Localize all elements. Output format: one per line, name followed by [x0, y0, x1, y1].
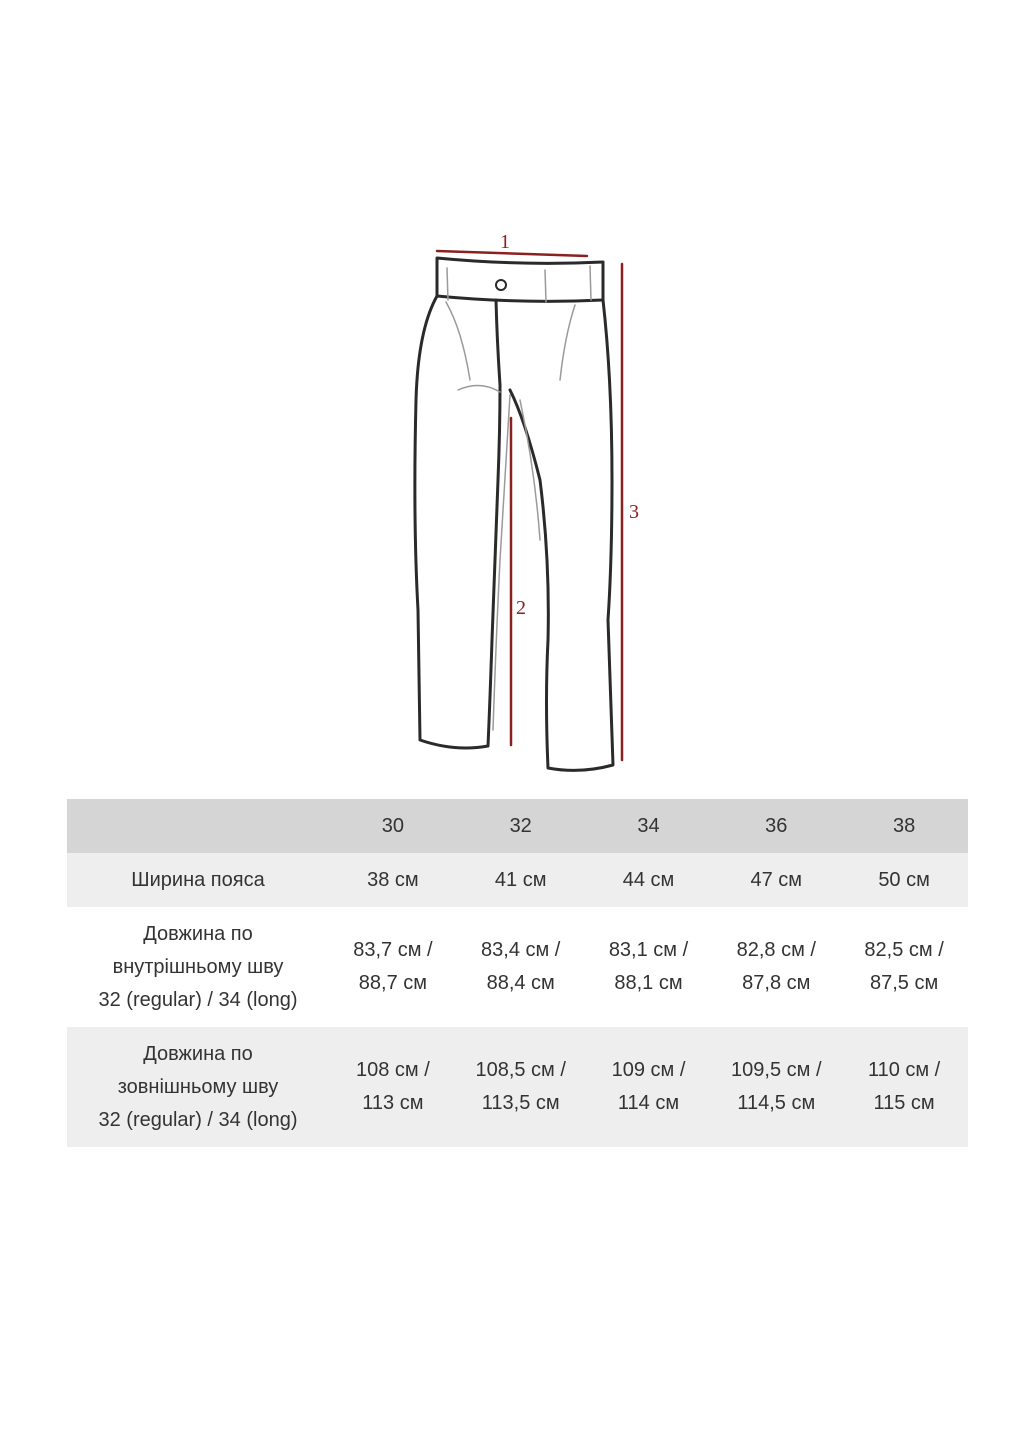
- table-cell: [712, 907, 840, 1027]
- cell-value: 114,5 см: [737, 1092, 816, 1114]
- cell-value: 82,8 см /: [736, 939, 816, 961]
- cell-value: 110 см /: [867, 1059, 941, 1081]
- table-cell: [457, 1027, 585, 1147]
- cell-value: 50 см: [878, 868, 930, 891]
- cell-value: 83,1 см /: [608, 939, 689, 961]
- size-header-32: 32: [509, 814, 532, 837]
- marker-label-3: 3: [629, 501, 639, 523]
- table-cell: [585, 853, 713, 907]
- waist-measure-line: [437, 251, 587, 256]
- cell-value: 44 см: [622, 868, 675, 891]
- cell-value: 114 см: [617, 1092, 680, 1114]
- cell-value: 47 см: [750, 868, 803, 891]
- size-header-34: 34: [637, 814, 660, 837]
- measurement-lines: [437, 251, 622, 760]
- cell-value: 41 см: [494, 868, 547, 891]
- button-icon: [496, 280, 506, 290]
- table-cell: [840, 853, 968, 907]
- table-cell: [840, 907, 968, 1027]
- table-cell: [712, 853, 840, 907]
- cell-value: 88,4 см: [486, 972, 555, 994]
- marker-label-1: 1: [500, 231, 510, 253]
- row-label: [67, 1027, 329, 1147]
- cell-value: 83,7 см /: [353, 939, 433, 961]
- row-label-line: 32 (regular) / 34 (long): [98, 1108, 298, 1131]
- size-header-36: 36: [765, 814, 788, 837]
- table-cell: [457, 853, 585, 907]
- marker-label-2: 2: [516, 597, 526, 619]
- row-label-line: Довжина по: [143, 922, 253, 945]
- cell-value: 109,5 см /: [731, 1059, 822, 1081]
- table-corner-cell: [67, 799, 329, 853]
- table-row-outseam: [67, 1027, 968, 1147]
- row-label-line: Довжина по: [143, 1042, 253, 1065]
- cell-value: 108,5 см /: [475, 1059, 566, 1081]
- cell-value: 88,7 см: [358, 972, 428, 994]
- size-chart-table: [67, 799, 968, 1147]
- cell-value: 88,1 см: [614, 972, 683, 994]
- row-label-line: Ширина пояса: [131, 868, 265, 891]
- table-cell: [329, 907, 457, 1027]
- size-header-30: 30: [381, 814, 405, 837]
- table-header-row: [67, 799, 968, 853]
- cell-value: 87,5 см: [869, 972, 939, 994]
- cell-value: 87,8 см: [742, 972, 811, 994]
- pants-detail-lines: [446, 266, 591, 730]
- table-row-inseam: [67, 907, 968, 1027]
- cell-value: 113 см: [362, 1092, 424, 1114]
- cell-value: 83,4 см /: [481, 939, 561, 961]
- table-row-waist: [67, 853, 968, 907]
- table-cell: [329, 853, 457, 907]
- cell-value: 113,5 см: [481, 1092, 560, 1114]
- size-header-38: 38: [892, 814, 916, 837]
- table-cell: [457, 907, 585, 1027]
- cell-value: 115 см: [873, 1092, 935, 1114]
- table-cell: [585, 1027, 713, 1147]
- table-cell: [585, 907, 713, 1027]
- row-label: [67, 907, 329, 1027]
- row-label: [67, 853, 329, 907]
- pants-outline: [415, 258, 613, 770]
- cell-value: 108 см /: [356, 1059, 430, 1081]
- table-cell: [329, 1027, 457, 1147]
- row-label-line: зовнішньому шву: [117, 1075, 279, 1098]
- cell-value: 109 см /: [611, 1059, 686, 1081]
- table-cell: [712, 1027, 840, 1147]
- cell-value: 82,5 см /: [864, 939, 944, 961]
- cell-value: 38 см: [367, 868, 419, 891]
- table-cell: [840, 1027, 968, 1147]
- row-label-line: внутрішньому шву: [112, 955, 284, 978]
- row-label-line: 32 (regular) / 34 (long): [98, 988, 298, 1011]
